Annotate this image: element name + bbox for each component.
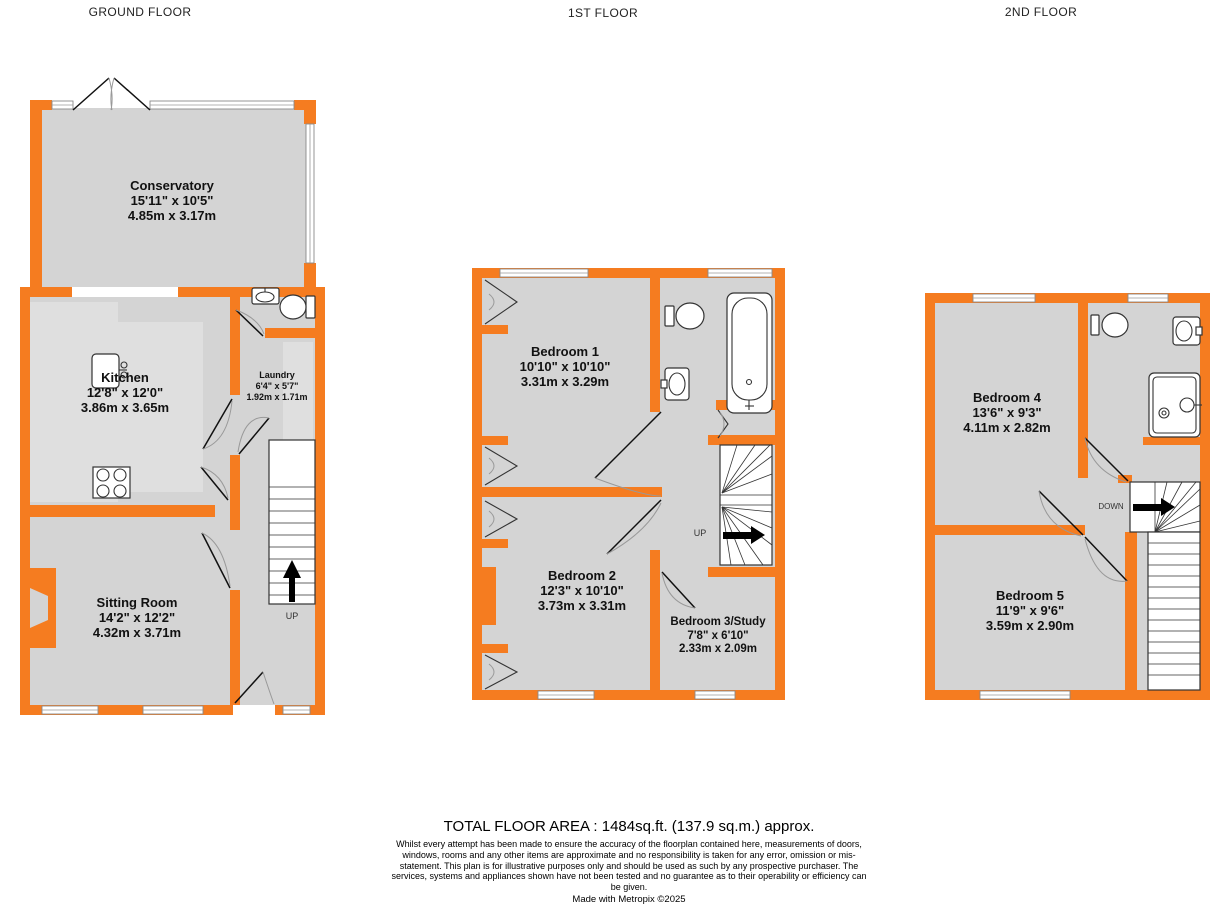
- bedroom1-label: [485, 344, 645, 389]
- shower-icon: [1149, 373, 1202, 437]
- room-size-metric: 3.73m x 3.31m: [537, 598, 627, 613]
- disclaimer-text: Whilst every attempt has been made to ensure the accuracy of the floorplan contained here, measurements of doors, windows, rooms and any other items are approximate and no responsibility is taken for any error, omission or mis-statement. This plan is for illustrative purposes only and should be used as such by any prospective purchaser. The services, systems and appliances shown have not been tested and no guarantee as to their operability or efficiency can be given.: [391, 839, 867, 893]
- winder-staircase-up: [720, 445, 772, 565]
- laundry-label: [227, 370, 327, 403]
- room-size-imperial: 13'6" x 9'3": [972, 405, 1042, 420]
- room-name: Bedroom 4: [973, 390, 1041, 405]
- hob-icon: [93, 467, 130, 498]
- bath-icon: [727, 293, 772, 413]
- toilet-icon: [1091, 313, 1128, 337]
- stairs-up-label: UP: [693, 528, 707, 538]
- room-name: Sitting Room: [96, 595, 178, 610]
- first-floor-title: 1ST FLOOR: [567, 6, 639, 20]
- stairs-up-label: UP: [285, 611, 299, 621]
- stairs-down-label: DOWN: [1098, 502, 1124, 511]
- second-floor-drawing: [915, 285, 1218, 710]
- bedroom2-label: [502, 568, 662, 613]
- room-size-metric: 1.92m x 1.71m: [246, 392, 308, 402]
- first-floor-plan: [465, 260, 795, 710]
- bedroom3-label: [643, 616, 793, 657]
- room-size-imperial: 14'2" x 12'2": [98, 610, 176, 625]
- room-size-metric: 3.59m x 2.90m: [985, 618, 1075, 633]
- room-name: Bedroom 1: [531, 344, 599, 359]
- ground-main-house: [20, 287, 325, 715]
- room-name: Conservatory: [130, 178, 214, 193]
- room-size-imperial: 12'8" x 12'0": [86, 385, 164, 400]
- room-size-imperial: 12'3" x 10'10": [540, 583, 624, 598]
- second-floor-plan: [915, 285, 1218, 710]
- room-size-metric: 3.86m x 3.65m: [80, 400, 170, 415]
- room-size-imperial: 6'4" x 5'7": [255, 381, 299, 391]
- total-floor-area: TOTAL FLOOR AREA : 1484sq.ft. (137.9 sq.m.) approx.: [443, 818, 815, 835]
- staircase-up: [269, 440, 315, 604]
- ground-floor-plan: [15, 70, 335, 720]
- room-size-imperial: 11'9" x 9'6": [995, 603, 1065, 618]
- room-size-metric: 3.31m x 3.29m: [520, 374, 610, 389]
- front-door-opening: [233, 705, 275, 715]
- metropix-credit: Made with Metropix ©2025: [572, 893, 686, 905]
- room-size-metric: 4.11m x 2.82m: [963, 420, 1051, 435]
- room-size-imperial: 10'10" x 10'10": [519, 359, 611, 374]
- room-size-imperial: 7'8" x 6'10": [687, 629, 749, 642]
- room-size-imperial: 15'11" x 10'5": [130, 193, 214, 208]
- toilet-icon: [280, 295, 315, 319]
- basin-icon: [661, 368, 689, 400]
- basin-icon: [1173, 317, 1202, 345]
- chimney-breast: [30, 568, 56, 648]
- toilet-icon: [665, 303, 704, 329]
- chimney-breast: [482, 567, 496, 625]
- bedroom4-label: [927, 390, 1087, 435]
- room-name: Kitchen: [101, 370, 149, 385]
- room-size-metric: 4.85m x 3.17m: [127, 208, 217, 223]
- second-floor-title: 2ND FLOOR: [1004, 5, 1078, 19]
- room-size-metric: 2.33m x 2.09m: [678, 643, 757, 655]
- room-name: Bedroom 5: [996, 588, 1064, 603]
- kitchen-label: [45, 370, 205, 415]
- conservatory-label: [92, 178, 252, 223]
- room-name: Bedroom 3/Study: [670, 616, 766, 628]
- room-name: Laundry: [259, 370, 295, 380]
- room-name: Bedroom 2: [548, 568, 616, 583]
- ground-floor-title: GROUND FLOOR: [88, 5, 192, 19]
- sitting-room-label: [57, 595, 217, 640]
- room-size-metric: 4.32m x 3.71m: [92, 625, 182, 640]
- double-door-icon: [73, 78, 150, 110]
- wc-sink-icon: [252, 288, 279, 304]
- footer: [379, 818, 879, 905]
- bedroom5-label: [950, 588, 1110, 633]
